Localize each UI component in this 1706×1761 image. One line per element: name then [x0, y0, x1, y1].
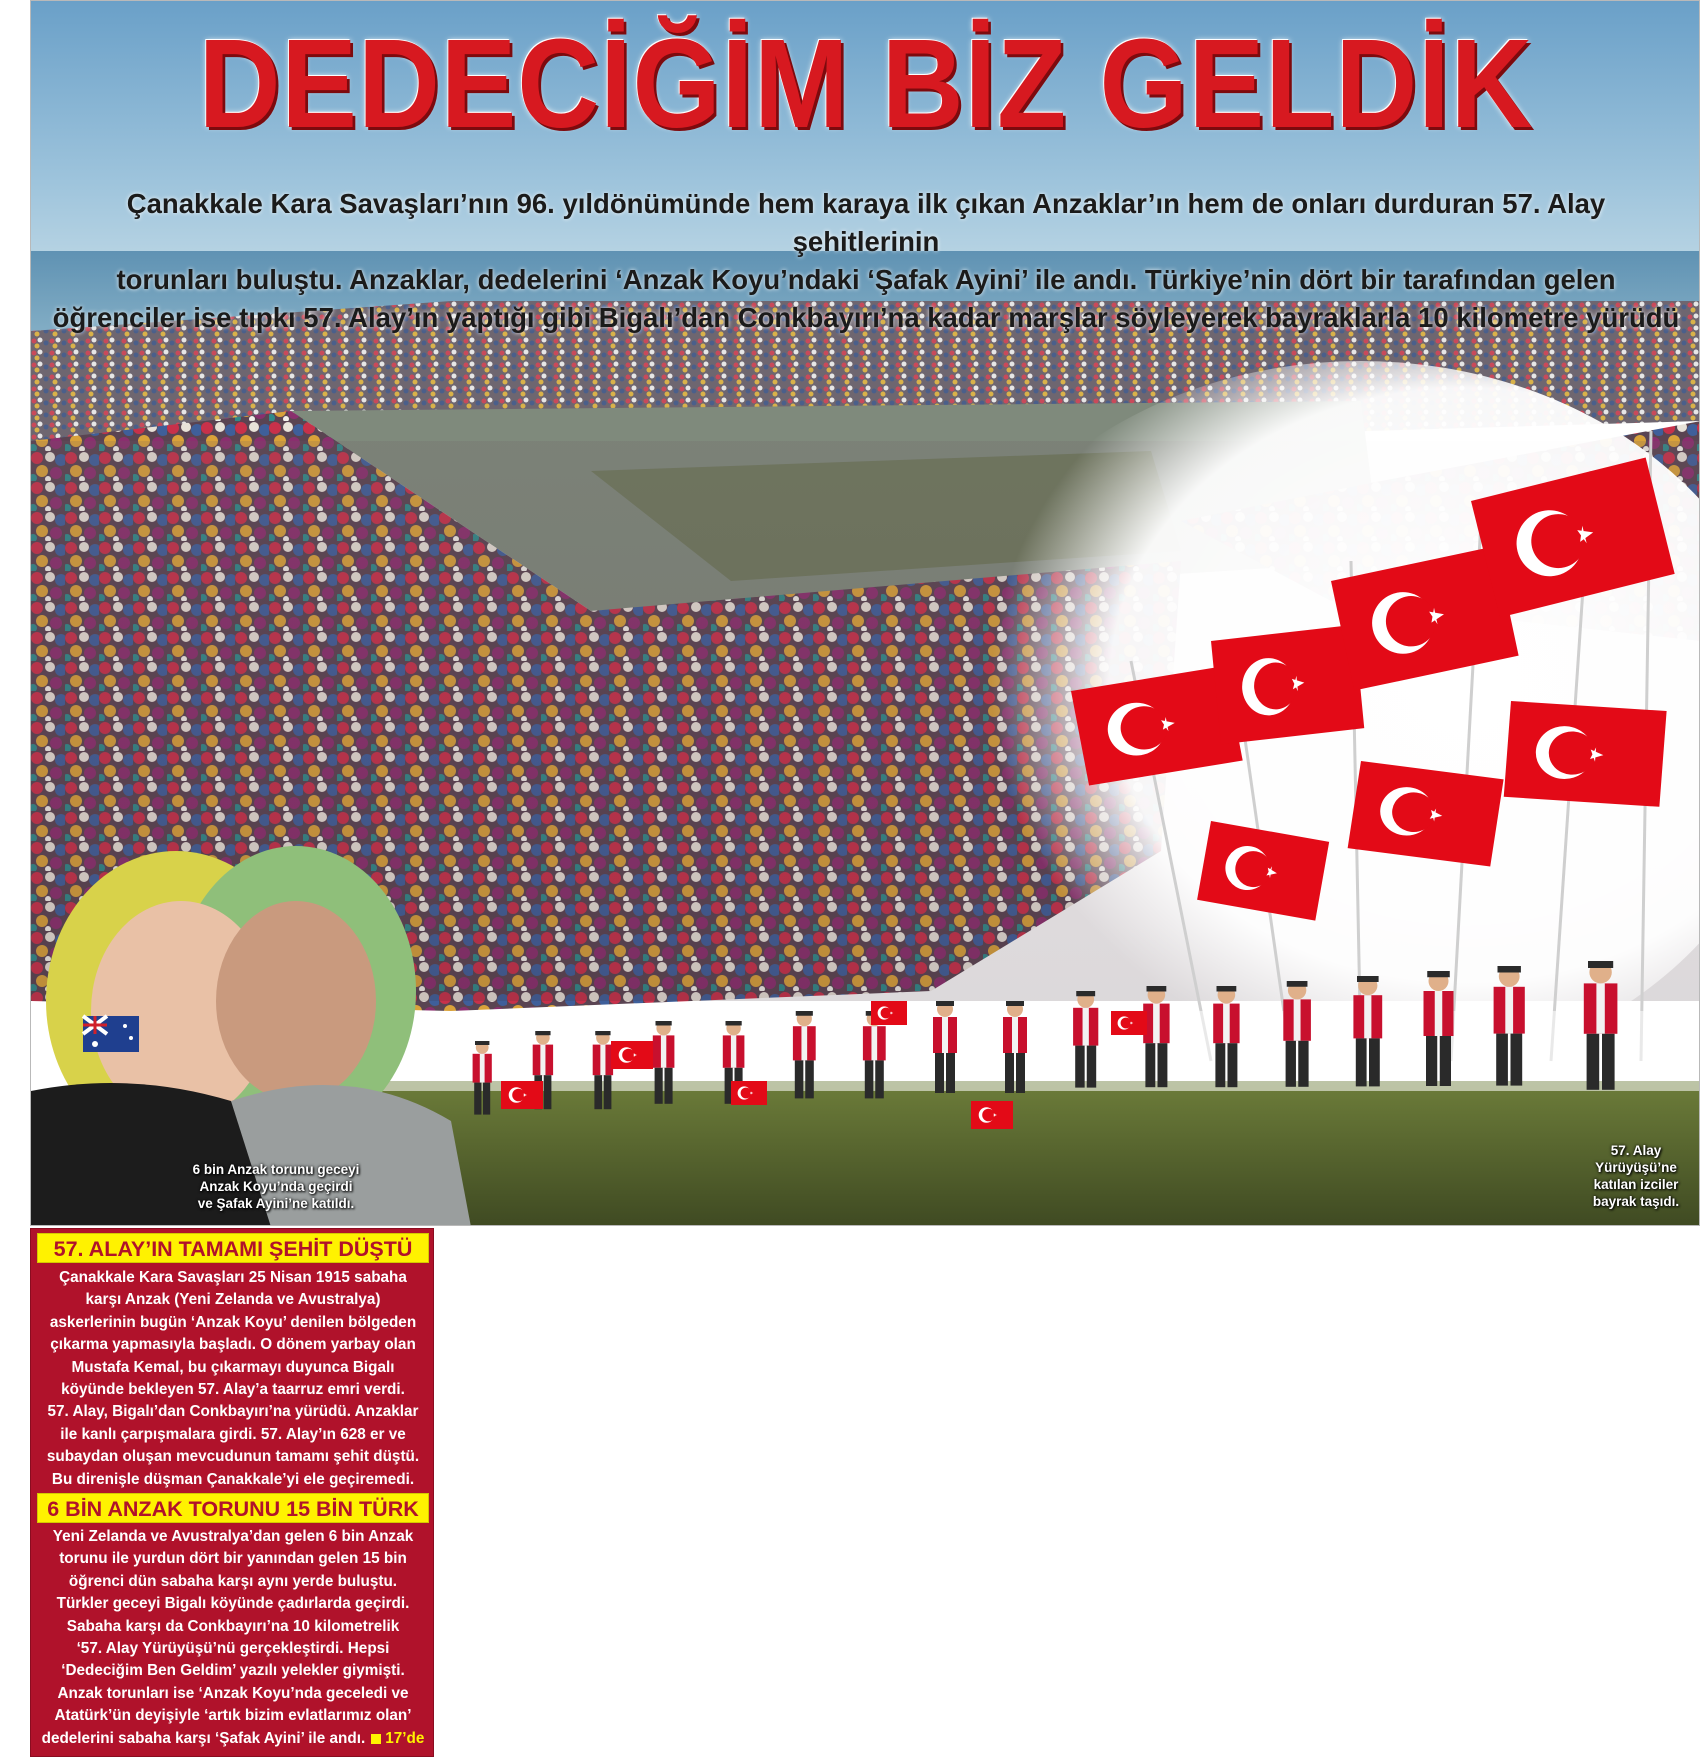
body-line: askerlerinin bugün ‘Anzak Koyu’ denilen bölgeden: [49, 1313, 417, 1331]
deck-line: öğrenciler ise tıpkı 57. Alay’ın yaptığı gibi Bigalı’dan Conkbayırı’na kadar marşlar söyleyerek bayraklarla 10 kilometre yürüdü: [52, 302, 1680, 333]
body-line: ‘Dedeciğim Ben Geldim’ yazılı yelekler giymişti.: [61, 1662, 405, 1680]
info-box: [30, 1228, 434, 1757]
body-line: Atatürk’ün deyişiyle ‘artık bizim evlatlarımız olan’: [54, 1707, 412, 1725]
section-heading: 57. ALAY’IN TAMAMI ŞEHİT DÜŞTÜ: [37, 1233, 429, 1263]
body-line: Çanakkale Kara Savaşları 25 Nisan 1915 sabaha: [59, 1269, 407, 1286]
body-line: Anzak torunları ise ‘Anzak Koyu’nda geceledi ve: [57, 1684, 409, 1702]
body-line: köyünde bekleyen 57. Alay’a taarruz emri verdi.: [61, 1381, 405, 1399]
body-line: Yeni Zelanda ve Avustralya’dan gelen 6 bin Anzak: [52, 1528, 414, 1545]
body-line: karşı Anzak (Yeni Zelanda ve Avustralya): [85, 1291, 381, 1309]
body-line: torunu ile yurdun dört bir yanından gelen 15 bin: [59, 1550, 407, 1568]
photo-caption-right: [1581, 1142, 1691, 1210]
caption-line: katılan izciler: [1593, 1177, 1679, 1192]
page-ref-marker-icon: [371, 1734, 381, 1744]
body-line: öğrenci dün sabaha karşı aynı yerde buluştu.: [68, 1572, 398, 1590]
body-line: dedelerini sabaha karşı ‘Şafak Ayini’ ile andı.: [41, 1729, 366, 1747]
body-line: Mustafa Kemal, bu çıkarmayı duyunca Bigalı: [71, 1358, 395, 1376]
hero-section: [30, 0, 1700, 1226]
caption-line: 57. Alay: [1610, 1143, 1662, 1158]
caption-line: ve Şafak Ayini’ne katıldı.: [197, 1196, 355, 1211]
photo-caption-left: [161, 1161, 391, 1212]
deck-line: torunları buluştu. Anzaklar, dedelerini ‘Anzak Koyu’ndaki ‘Şafak Ayini’ ile andı. Türkiye’nin dört bir tarafından gelen: [116, 264, 1616, 295]
caption-line: 6 bin Anzak torunu geceyi: [192, 1162, 360, 1177]
deck: [51, 185, 1681, 337]
body-line: Türkler geceyi Bigalı köyünde çadırlarda geçirdi.: [56, 1595, 410, 1613]
caption-line: Anzak Koyu’nda geçirdi: [199, 1179, 353, 1194]
page-ref[interactable]: 17’de: [385, 1729, 425, 1747]
body-line: ‘57. Alay Yürüyüşü’nü gerçekleştirdi. Hepsi: [76, 1640, 390, 1658]
section-body: [35, 1526, 431, 1750]
headline: DEDECİĞİM BİZ GELDİK: [198, 13, 1534, 154]
deck-line: Çanakkale Kara Savaşları’nın 96. yıldönümünde hem karaya ilk çıkan Anzaklar’ın hem de onları durduran 57. Alay şehitlerinin: [126, 188, 1606, 257]
section-heading: 6 BİN ANZAK TORUNU 15 BİN TÜRK: [37, 1493, 429, 1523]
body-line: 57. Alay, Bigalı’dan Conkbayırı’na yürüdü. Anzaklar: [47, 1403, 419, 1421]
body-line: ile kanlı çarpışmalara girdi. 57. Alay’ın 628 er ve: [60, 1425, 406, 1443]
section-body: [35, 1267, 431, 1491]
caption-line: bayrak taşıdı.: [1592, 1194, 1680, 1209]
body-line: çıkarma yapmasıyla başladı. O dönem yarbay olan: [50, 1336, 416, 1354]
body-line: subaydan oluşan mevcudunun tamamı şehit düştü.: [46, 1448, 420, 1466]
caption-line: Yürüyüşü’ne: [1595, 1160, 1677, 1175]
body-line: Sabaha karşı da Conkbayırı’na 10 kilometrelik: [66, 1617, 400, 1635]
body-line: Bu direnişle düşman Çanakkale’yi ele geçiremedi.: [51, 1470, 415, 1488]
